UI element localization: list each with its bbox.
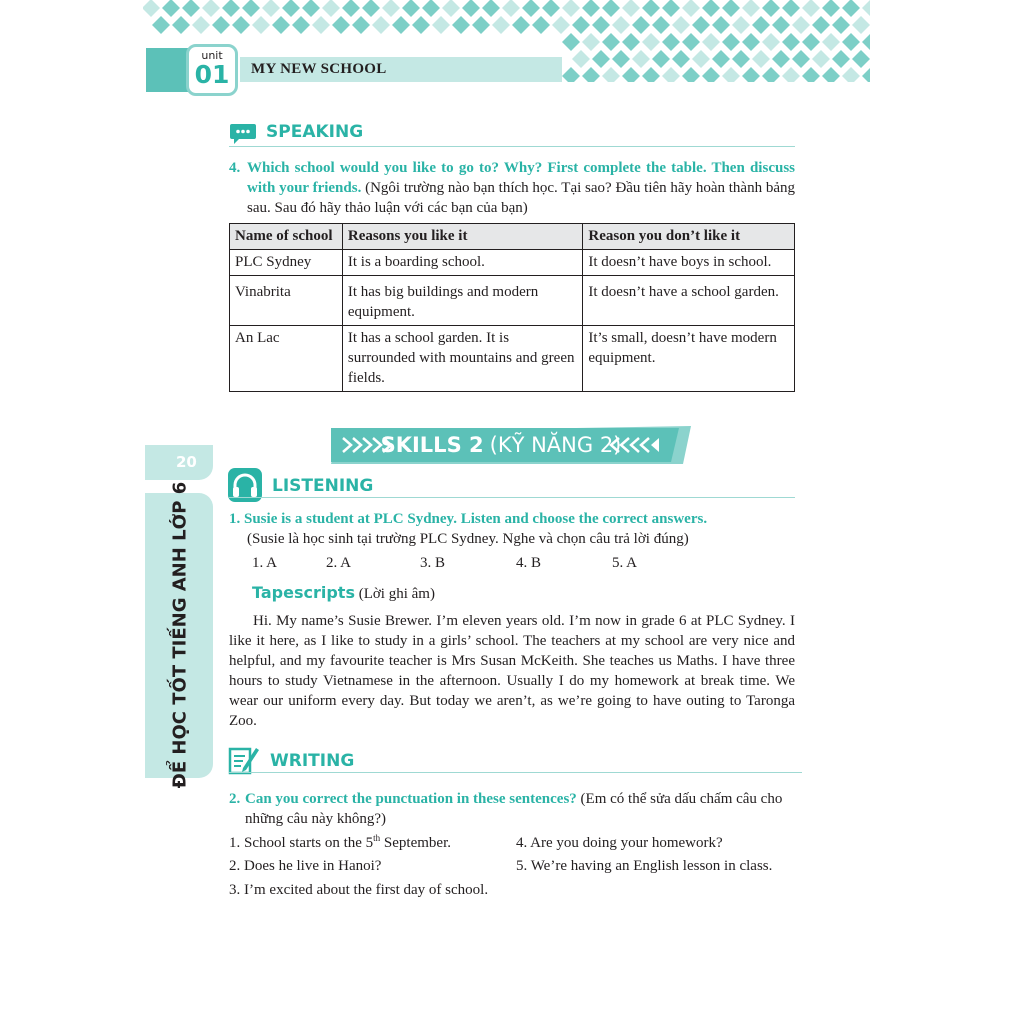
decorative-diamond: [222, 0, 240, 17]
decorative-diamond: [562, 33, 580, 51]
decorative-diamond: [772, 16, 790, 34]
table-row: [230, 326, 795, 392]
decorative-diamond: [202, 0, 220, 17]
tapescripts-translation: (Lời ghi âm): [358, 586, 435, 602]
decorative-diamond: [442, 0, 460, 17]
decorative-diamond: [792, 50, 810, 68]
decorative-diamond: [242, 0, 260, 17]
skills-title-bold: SKILLS 2: [380, 433, 484, 457]
decorative-diamond: [412, 16, 430, 34]
decorative-diamond: [282, 0, 300, 17]
table-row: [230, 250, 795, 276]
skills-banner: [331, 426, 691, 464]
skills-banner-title: [331, 426, 671, 464]
decorative-diamond: [302, 0, 320, 17]
decorative-diamond: [802, 33, 820, 51]
decorative-diamond: [752, 16, 770, 34]
decorative-diamond: [742, 0, 760, 17]
decorative-diamond: [542, 0, 560, 17]
table-cell: It has big buildings and modern equipment.: [342, 276, 583, 326]
decorative-diamond: [372, 16, 390, 34]
decorative-diamond: [812, 16, 830, 34]
listening-question-text: Susie is a student at PLC Sydney. Listen and choose the correct answers.: [244, 511, 708, 527]
tapescripts-label: Tapescripts: [252, 583, 355, 602]
listening-question-number: 1.: [229, 511, 241, 527]
unit-title: MY NEW SCHOOL: [251, 61, 387, 77]
decorative-diamond: [712, 50, 730, 68]
decorative-diamond: [572, 50, 590, 68]
decorative-diamond: [592, 16, 610, 34]
sentence-1-end: September.: [380, 835, 451, 851]
decorative-diamond: [602, 33, 620, 51]
decorative-diamond: [692, 50, 710, 68]
unit-label: unit: [201, 49, 223, 62]
decorative-diamond: [642, 33, 660, 51]
decorative-diamond: [402, 0, 420, 17]
decorative-diamond: [192, 16, 210, 34]
decorative-diamond: [662, 0, 680, 17]
decorative-diamond: [562, 67, 580, 82]
decorative-diamond: [552, 16, 570, 34]
decorative-diamond: [702, 67, 720, 82]
decorative-diamond: [252, 16, 270, 34]
decorative-diamond: [172, 16, 190, 34]
decorative-diamond: [802, 0, 820, 17]
decorative-diamond: [732, 50, 750, 68]
decorative-diamond: [682, 0, 700, 17]
decorative-diamond: [832, 16, 850, 34]
decorative-diamond: [452, 16, 470, 34]
decorative-diamond: [762, 33, 780, 51]
decorative-diamond: [152, 16, 170, 34]
decorative-diamond: [852, 16, 870, 34]
writing-question-text: Can you correct the punctuation in these sentences?: [245, 791, 577, 807]
tapescripts-heading: [252, 583, 435, 604]
table-cell: An Lac: [230, 326, 343, 392]
sentence-item: 3. I’m excited about the first day of school.: [229, 882, 489, 898]
table-cell: It doesn’t have a school garden.: [583, 276, 795, 326]
sentence-item: 2. Does he live in Hanoi?: [229, 858, 382, 874]
decorative-diamond: [742, 67, 760, 82]
decorative-diamond: [862, 0, 870, 17]
decorative-diamond: [312, 16, 330, 34]
decorative-diamond: [652, 50, 670, 68]
table-cell: It has a school garden. It is surrounded with mountains and green fields.: [342, 326, 583, 392]
decorative-diamond: [262, 0, 280, 17]
decorative-diamond: [752, 50, 770, 68]
decorative-diamond: [762, 0, 780, 17]
decorative-diamond: [642, 0, 660, 17]
decorative-diamond: [622, 0, 640, 17]
decorative-diamond: [702, 0, 720, 17]
table-cell: It’s small, doesn’t have modern equipment.: [583, 326, 795, 392]
decorative-diamond: [622, 67, 640, 82]
decorative-diamond: [582, 0, 600, 17]
decorative-diamond: [422, 0, 440, 17]
decorative-diamond: [682, 67, 700, 82]
speaking-heading: SPEAKING: [266, 122, 364, 142]
decorative-diamond: [772, 50, 790, 68]
answer-item: 5. A: [612, 555, 638, 571]
decorative-diamond: [712, 16, 730, 34]
decorative-diamond: [292, 16, 310, 34]
decorative-diamond: [762, 67, 780, 82]
decorative-diamond: [832, 50, 850, 68]
speaking-question-translation: (Ngôi trường nào bạn thích học. Tại sao? Đầu tiên hãy hoàn thành bảng sau. Sau đó hãy thảo luận với các bạn của bạn): [247, 180, 795, 216]
listening-question: [229, 509, 795, 529]
decorative-diamond: [582, 33, 600, 51]
decorative-diamond: [862, 67, 870, 82]
decorative-diamond: [842, 33, 860, 51]
decorative-diamond: [512, 16, 530, 34]
decorative-diamond: [592, 50, 610, 68]
decorative-diamond: [822, 67, 840, 82]
writing-question: [229, 789, 804, 829]
writing-question-translation: (Em có thể sửa dấu chấm câu cho những câu này không?): [245, 791, 783, 827]
decorative-diamond: [352, 16, 370, 34]
decorative-diamond: [632, 16, 650, 34]
decorative-diamond: [232, 16, 250, 34]
sentence-1-start: 1. School starts on the 5: [229, 835, 374, 851]
speaking-question-text: Which school would you like to go to? Why? First complete the table. Then discuss with your friends.: [247, 160, 795, 196]
schools-table: [229, 223, 795, 392]
decorative-diamond: [822, 0, 840, 17]
speaking-question-number: 4.: [229, 160, 241, 176]
decorative-diamond: [782, 0, 800, 17]
decorative-diamond: [582, 67, 600, 82]
decorative-diamond: [802, 67, 820, 82]
decorative-diamond: [642, 67, 660, 82]
listening-question-translation: (Susie là học sinh tại trường PLC Sydney. Nghe và chọn câu trả lời đúng): [247, 531, 689, 547]
table-header-row: [230, 224, 795, 250]
decorative-diamond: [572, 16, 590, 34]
table-cell: Vinabrita: [230, 276, 343, 326]
decorative-diamond: [792, 16, 810, 34]
table-header-cell: Name of school: [230, 224, 343, 250]
decorative-diamond: [182, 0, 200, 17]
decorative-diamond: [472, 16, 490, 34]
unit-number: 01: [194, 60, 230, 89]
listening-divider: [229, 497, 795, 498]
decorative-diamond: [522, 0, 540, 17]
decorative-diamond: [842, 0, 860, 17]
tapescript-text: Hi. My name’s Susie Brewer. I’m eleven years old. I’m now in grade 6 at PLC Sydney. I like it here, as I like to study in a girls’ school. The teachers at my school are very nice and helpful, and my favourite teacher is Mrs Susan McKeith. She teaches us Maths. I have three hours to study Vietnamese in the afternoon. Usually I do my homework at break time. We wear our uniform every day. But today we aren’t, as we’re going to have outing to Taronga Zoo.: [229, 613, 795, 729]
speaking-question: [229, 158, 795, 218]
sentence-item: [229, 833, 451, 853]
table-header-cell: Reasons you like it: [342, 224, 583, 250]
decorative-diamond: [272, 16, 290, 34]
speaking-divider: [229, 146, 795, 147]
decorative-diamond: [482, 0, 500, 17]
decorative-diamond: [662, 33, 680, 51]
decorative-diamond: [342, 0, 360, 17]
decorative-diamond: [392, 16, 410, 34]
writing-divider: [229, 772, 802, 773]
decorative-diamond: [862, 33, 870, 51]
decorative-diamond: [692, 16, 710, 34]
answer-item: 4. B: [516, 555, 542, 571]
table-header-cell: Reason you don’t like it: [583, 224, 795, 250]
decorative-diamond: [332, 16, 350, 34]
decorative-diamond: [143, 0, 160, 17]
decorative-diamond: [632, 50, 650, 68]
decorative-diamond: [742, 33, 760, 51]
decorative-diamond: [812, 50, 830, 68]
decorative-diamond: [662, 67, 680, 82]
decorative-diamond: [492, 16, 510, 34]
sentence-item: 5. We’re having an English lesson in class.: [516, 858, 773, 874]
decorative-diamond: [722, 0, 740, 17]
decorative-diamond: [562, 0, 580, 17]
decorative-diamond: [842, 67, 860, 82]
decorative-diamond: [602, 0, 620, 17]
decorative-diamond: [822, 33, 840, 51]
decorative-diamond: [212, 16, 230, 34]
book-title: ĐỂ HỌC TỐT TIẾNG ANH LỚP 6: [169, 481, 191, 789]
decorative-diamond: [672, 50, 690, 68]
decorative-diamond: [322, 0, 340, 17]
decorative-diamond: [722, 67, 740, 82]
answer-item: 1. A: [252, 555, 278, 571]
decorative-diamond: [722, 33, 740, 51]
decorative-diamond: [622, 33, 640, 51]
decorative-diamond: [782, 33, 800, 51]
pencil-note-icon: [228, 745, 260, 775]
decorative-diamond: [462, 0, 480, 17]
table-cell: It doesn’t have boys in school.: [583, 250, 795, 276]
decorative-diamond: [672, 16, 690, 34]
decorative-diamond: [782, 67, 800, 82]
decorative-diamond: [162, 0, 180, 17]
decorative-diamond: [612, 16, 630, 34]
table-cell: PLC Sydney: [230, 250, 343, 276]
unit-badge: [186, 44, 238, 96]
decorative-diamond: [432, 16, 450, 34]
page-number: 20: [176, 453, 197, 471]
sentence-item: 4. Are you doing your homework?: [516, 835, 723, 851]
answer-item: 2. A: [326, 555, 352, 571]
decorative-diamond: [682, 33, 700, 51]
decorative-diamond: [612, 50, 630, 68]
decorative-diamond: [732, 16, 750, 34]
decorative-diamond: [362, 0, 380, 17]
decorative-diamond: [532, 16, 550, 34]
decorative-diamond: [852, 50, 870, 68]
table-row: [230, 276, 795, 326]
decorative-diamond: [382, 0, 400, 17]
decorative-diamond: [602, 67, 620, 82]
decorative-diamond: [652, 16, 670, 34]
writing-heading: WRITING: [270, 751, 355, 771]
table-cell: It is a boarding school.: [342, 250, 583, 276]
listening-heading: LISTENING: [272, 476, 374, 496]
decorative-diamond: [502, 0, 520, 17]
speech-bubble-icon: [229, 123, 257, 145]
writing-question-number: 2.: [229, 791, 241, 807]
sentence-1-ordinal: th: [373, 833, 381, 843]
decorative-diamond: [702, 33, 720, 51]
skills-title-rest: (KỸ NĂNG 2): [489, 433, 622, 457]
answer-item: 3. B: [420, 555, 446, 571]
